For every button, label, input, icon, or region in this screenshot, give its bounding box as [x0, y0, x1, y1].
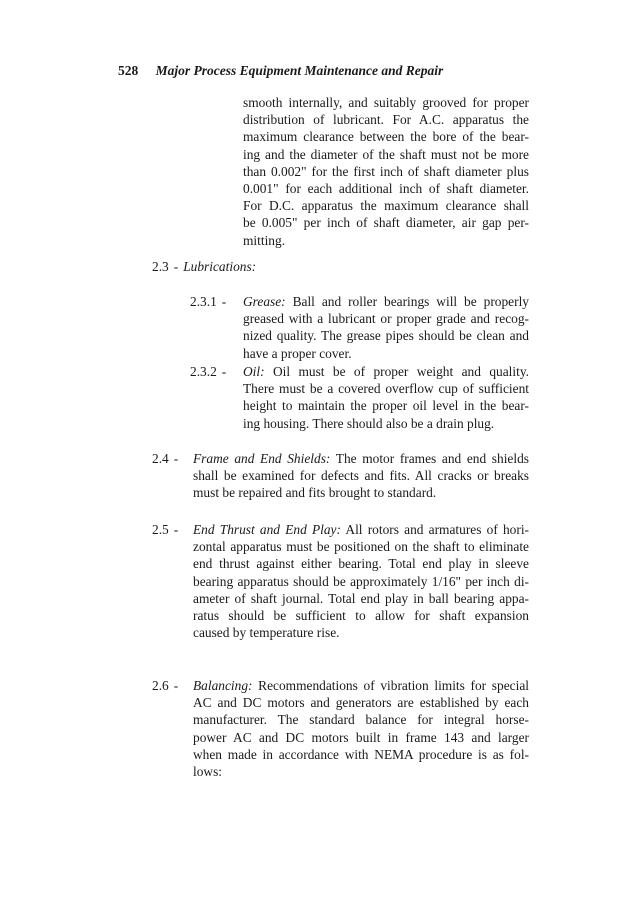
section-separator: -	[173, 522, 179, 537]
section-title: Lubrications:	[183, 259, 257, 274]
section-2-3-1-body	[243, 293, 529, 362]
text-line: maximum clearance between the bore of the bear-	[243, 129, 529, 145]
text-line: than 0.002" for the first inch of shaft diameter plus	[243, 163, 529, 179]
text-line: AC and DC motors and generators are established by each	[193, 695, 529, 711]
section-2-4-body	[193, 450, 529, 502]
section-separator: -	[173, 451, 179, 466]
continuation-paragraph	[243, 94, 529, 249]
text-line: greased with a lubricant or proper grade and recog-	[243, 311, 529, 327]
section-number: 2.3.1	[190, 294, 217, 309]
text-line: distribution of lubricant. For A.C. apparatus the	[243, 112, 529, 128]
text-line	[193, 677, 529, 694]
section-separator: -	[221, 294, 227, 309]
section-separator: -	[173, 678, 179, 693]
text-line	[243, 293, 529, 310]
section-number: 2.3.2	[190, 364, 217, 379]
text-line: smooth internally, and suitably grooved for proper	[243, 95, 529, 110]
text-line: ameter of shaft journal. Total end play in ball bearing appa-	[193, 590, 529, 606]
text-line: be 0.005" per inch of shaft diameter, air gap per-	[243, 215, 529, 231]
section-title: Grease:	[243, 294, 286, 309]
section-2-6-body	[193, 677, 529, 780]
text-line: lows:	[193, 764, 223, 780]
section-title: Balancing:	[193, 678, 253, 693]
section-number: 2.3	[152, 259, 169, 274]
running-title: Major Process Equipment Maintenance and Repair	[155, 63, 444, 78]
section-separator: -	[173, 259, 179, 274]
text-line: have a proper cover.	[243, 345, 352, 361]
section-number: 2.4	[152, 451, 169, 466]
text-line: manufacturer. The standard balance for integral horse-	[193, 712, 529, 728]
text-line: height to maintain the proper oil level in the bear-	[243, 398, 529, 414]
text-line	[243, 363, 529, 380]
section-first-line: The motor frames and end shields	[335, 451, 529, 466]
section-first-line: All rotors and armatures of hori-	[345, 522, 529, 537]
section-number: 2.6	[152, 678, 169, 693]
section-2-3-2-body	[243, 363, 529, 432]
section-2-5-body	[193, 521, 529, 641]
section-title: Oil:	[243, 364, 265, 379]
text-line: ratus should be sufficient to allow for shaft expansion	[193, 608, 529, 624]
text-line: when made in accordance with NEMA procedure is as fol-	[193, 746, 529, 762]
section-title: End Thrust and End Play:	[193, 522, 341, 537]
page-header	[118, 63, 443, 79]
section-title: Frame and End Shields:	[193, 451, 331, 466]
text-line: caused by temperature rise.	[193, 625, 340, 641]
text-line	[193, 450, 529, 467]
text-line: shall be examined for defects and fits. All cracks or breaks	[193, 468, 529, 484]
text-line: must be repaired and fits brought to standard.	[193, 485, 437, 501]
text-line: 0.001" for each additional inch of shaft diameter.	[243, 181, 529, 197]
section-number: 2.5	[152, 522, 169, 537]
section-2-5-number	[152, 521, 183, 538]
text-line: nized quality. The grease pipes should be clean and	[243, 328, 529, 344]
section-2-3-heading	[152, 258, 256, 275]
section-2-4-number	[152, 450, 183, 467]
text-line: ing housing. There should also be a drain plug.	[243, 415, 495, 431]
section-2-6-number	[152, 677, 183, 694]
text-line	[193, 521, 529, 538]
section-2-3-2-number	[190, 363, 231, 380]
text-line: bearing apparatus should be approximately 1/16" per inch di-	[193, 573, 529, 589]
section-first-line: Recommendations of vibration limits for special	[258, 678, 529, 693]
text-line: mitting.	[243, 232, 286, 248]
text-line: For D.C. apparatus the maximum clearance shall	[243, 198, 529, 214]
text-line: end thrust against either bearing. Total end play in sleeve	[193, 556, 529, 572]
section-2-3-1-number	[190, 293, 231, 310]
text-line: zontal apparatus must be positioned on the shaft to eliminate	[193, 539, 529, 555]
text-line: ing and the diameter of the shaft must not be more	[243, 146, 529, 162]
section-separator: -	[221, 364, 227, 379]
text-line: power AC and DC motors built in frame 143 and larger	[193, 729, 529, 745]
section-first-line: Oil must be of proper weight and quality.	[272, 364, 529, 379]
page-number: 528	[118, 63, 139, 78]
text-line: There must be a covered overflow cup of sufficient	[243, 381, 529, 397]
section-first-line: Ball and roller bearings will be properly	[292, 294, 529, 309]
